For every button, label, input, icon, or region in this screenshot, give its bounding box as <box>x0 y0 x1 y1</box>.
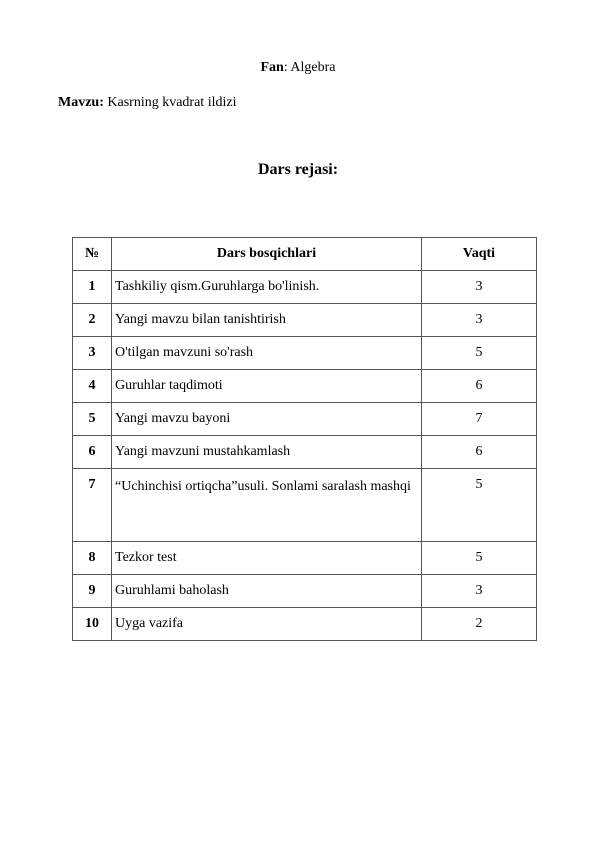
row-time: 3 <box>422 271 537 304</box>
row-stage: O'tilgan mavzuni so'rash <box>112 337 422 370</box>
row-time: 3 <box>422 304 537 337</box>
subject-line <box>0 60 596 76</box>
row-number: 4 <box>73 370 112 403</box>
row-stage: Tashkiliy qism.Guruhlarga bo'linish. <box>112 271 422 304</box>
row-number: 6 <box>73 436 112 469</box>
table-header-row <box>73 238 537 271</box>
table-row <box>73 608 537 641</box>
table-row <box>73 337 537 370</box>
topic-value: Kasrning kvadrat ildizi <box>103 95 237 110</box>
row-stage: Yangi mavzu bilan tanishtirish <box>112 304 422 337</box>
table-row <box>73 370 537 403</box>
row-stage: Tezkor test <box>112 542 422 575</box>
row-time: 6 <box>422 370 537 403</box>
row-stage: Guruhlar taqdimoti <box>112 370 422 403</box>
row-time: 2 <box>422 608 537 641</box>
row-stage: Guruhlami baholash <box>112 575 422 608</box>
row-number: 8 <box>73 542 112 575</box>
row-stage: “Uchinchisi ortiqcha”usuli. Sonlami saralash mashqi <box>112 469 422 542</box>
row-number: 9 <box>73 575 112 608</box>
row-number: 5 <box>73 403 112 436</box>
table-row <box>73 403 537 436</box>
row-stage: Yangi mavzuni mustahkamlash <box>112 436 422 469</box>
row-time: 5 <box>422 542 537 575</box>
row-time: 5 <box>422 469 537 542</box>
table-row <box>73 436 537 469</box>
row-number: 1 <box>73 271 112 304</box>
table-row <box>73 575 537 608</box>
row-stage: Uyga vazifa <box>112 608 422 641</box>
row-time: 5 <box>422 337 537 370</box>
row-number: 7 <box>73 469 112 542</box>
column-header-number: № <box>73 238 112 271</box>
subject-label: Fan <box>260 60 284 75</box>
row-time: 7 <box>422 403 537 436</box>
row-number: 10 <box>73 608 112 641</box>
column-header-stages: Dars bosqichlari <box>112 238 422 271</box>
topic-label: Mavzu: <box>58 95 104 110</box>
lesson-plan-table <box>72 237 537 641</box>
table-row <box>73 542 537 575</box>
row-time: 3 <box>422 575 537 608</box>
table-row <box>73 271 537 304</box>
table-row <box>73 304 537 337</box>
row-number: 3 <box>73 337 112 370</box>
row-number: 2 <box>73 304 112 337</box>
row-time: 6 <box>422 436 537 469</box>
subject-value: : Algebra <box>283 60 336 75</box>
column-header-time: Vaqti <box>422 238 537 271</box>
row-stage: Yangi mavzu bayoni <box>112 403 422 436</box>
lesson-plan-title: Dars rejasi: <box>257 161 339 178</box>
table-row <box>73 469 537 542</box>
topic-line <box>58 95 236 111</box>
